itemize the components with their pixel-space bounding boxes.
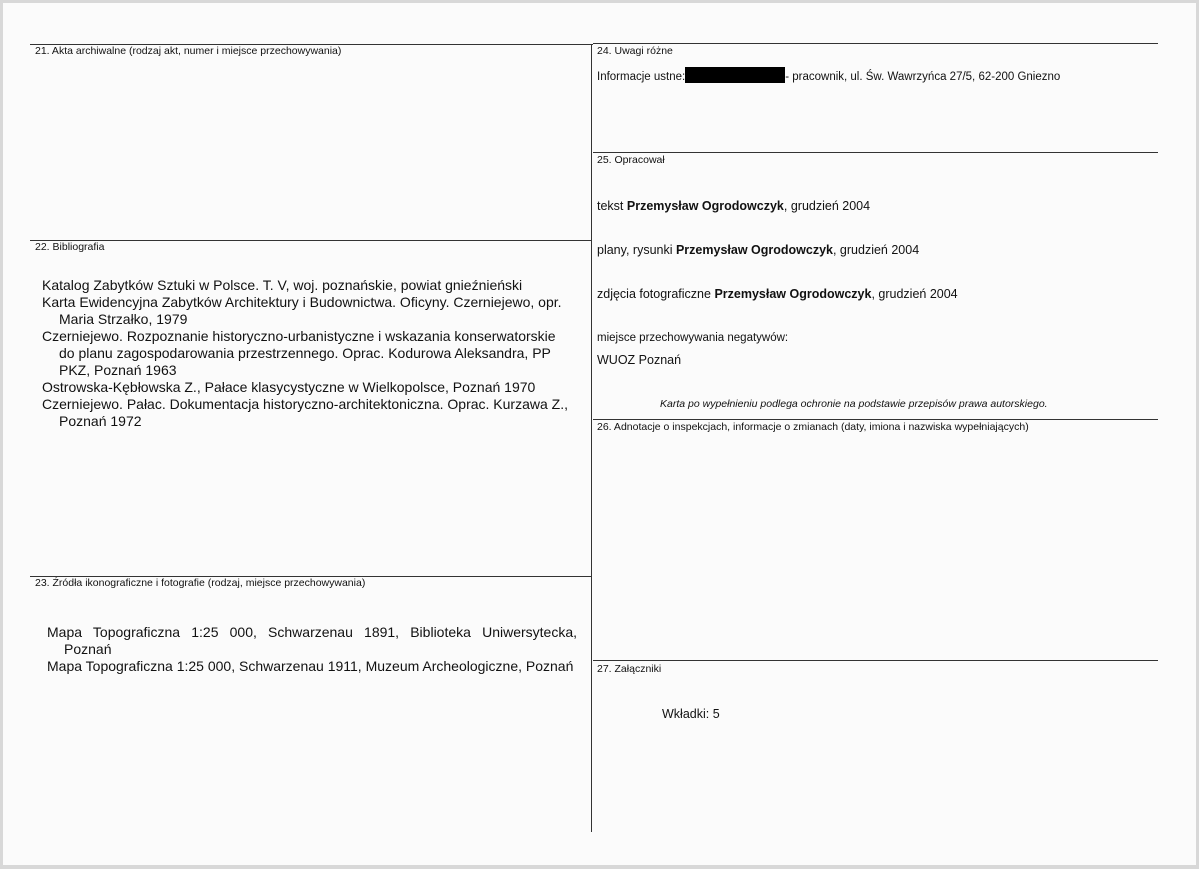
source-item: Mapa Topograficzna 1:25 000, Schwarzenau 1911, Muzeum Archeologiczne, Poznań [47, 658, 574, 674]
section-24-header: 24. Uwagi różne [597, 45, 673, 57]
text-author-name: Przemysław Ogrodowczyk [626, 199, 784, 213]
bibliography-item: Czerniejewo. Pałac. Dokumentacja historyczno-architektoniczna. Oprac. Kurzawa Z., Poznań 1972 [42, 396, 568, 429]
text-author-date: , grudzień 2004 [783, 199, 871, 213]
plans-author-prefix: plany, rysunki [597, 243, 676, 257]
photos-author-line [597, 287, 958, 301]
photos-author-date: , grudzień 2004 [871, 287, 958, 301]
text-author-line [597, 199, 870, 213]
column-divider [591, 44, 592, 832]
attachments-value: Wkładki: 5 [662, 707, 720, 721]
bibliography-list [42, 277, 572, 430]
section-27-header: 27. Załączniki [597, 663, 662, 675]
bibliography-item: Katalog Zabytków Sztuki w Polsce. T. V, woj. poznańskie, powiat gnieźnieński [42, 277, 523, 293]
rule-section-22 [30, 240, 591, 241]
rule-section-25 [593, 152, 1158, 153]
top-rule-right [593, 43, 1158, 44]
photos-author-name: Przemysław Ogrodowczyk [714, 287, 872, 301]
text-author-prefix: tekst [597, 199, 627, 213]
iconographic-sources-list [47, 624, 577, 675]
section-21-header: 21. Akta archiwalne (rodzaj akt, numer i miejsce przechowywania) [35, 45, 342, 57]
copyright-notice: Karta po wypełnieniu podlega ochronie na podstawie przepisów prawa autorskiego. [660, 398, 1048, 410]
photos-author-prefix: zdjęcia fotograficzne [597, 287, 715, 301]
negatives-storage-value: WUOZ Poznań [597, 353, 682, 367]
bibliography-item: Ostrowska-Kębłowska Z., Pałace klasycystyczne w Wielkopolsce, Poznań 1970 [42, 379, 536, 395]
section-22-header: 22. Bibliografia [35, 241, 105, 253]
oral-information-label: Informacje ustne: [597, 71, 686, 83]
bibliography-item: Czerniejewo. Rozpoznanie historyczno-urbanistyczne i wskazania konserwatorskie do planu zagospodarowania przestrzennego. Oprac. Kodurowa Aleksandra, PP PKZ, Poznań 1963 [42, 328, 556, 378]
section-23-header: 23. Źródła ikonograficzne i fotografie (rodzaj, miejsce przechowywania) [35, 577, 366, 589]
section-26-header: 26. Adnotacje o inspekcjach, informacje o zmianach (daty, imiona i nazwiska wypełniających) [597, 421, 1029, 433]
plans-author-date: , grudzień 2004 [832, 243, 920, 257]
negatives-storage-label: miejsce przechowywania negatywów: [597, 332, 789, 344]
plans-author-line [597, 243, 919, 257]
rule-section-26 [593, 419, 1158, 420]
oral-information-details: - pracownik, ul. Św. Wawrzyńca 27/5, 62-200 Gniezno [785, 71, 1061, 83]
section-25-header: 25. Opracował [597, 154, 665, 166]
plans-author-name: Przemysław Ogrodowczyk [675, 243, 833, 257]
redaction-bar [685, 67, 785, 83]
rule-section-27 [593, 660, 1158, 661]
document-sheet [3, 3, 1196, 865]
oral-information [597, 67, 1060, 83]
bibliography-item: Karta Ewidencyjna Zabytków Architektury i Budownictwa. Oficyny. Czerniejewo, opr. Maria Strzałko, 1979 [42, 294, 562, 327]
source-item: Mapa Topograficzna 1:25 000, Schwarzenau 1891, Biblioteka Uniwersytecka, Poznań [47, 624, 577, 657]
